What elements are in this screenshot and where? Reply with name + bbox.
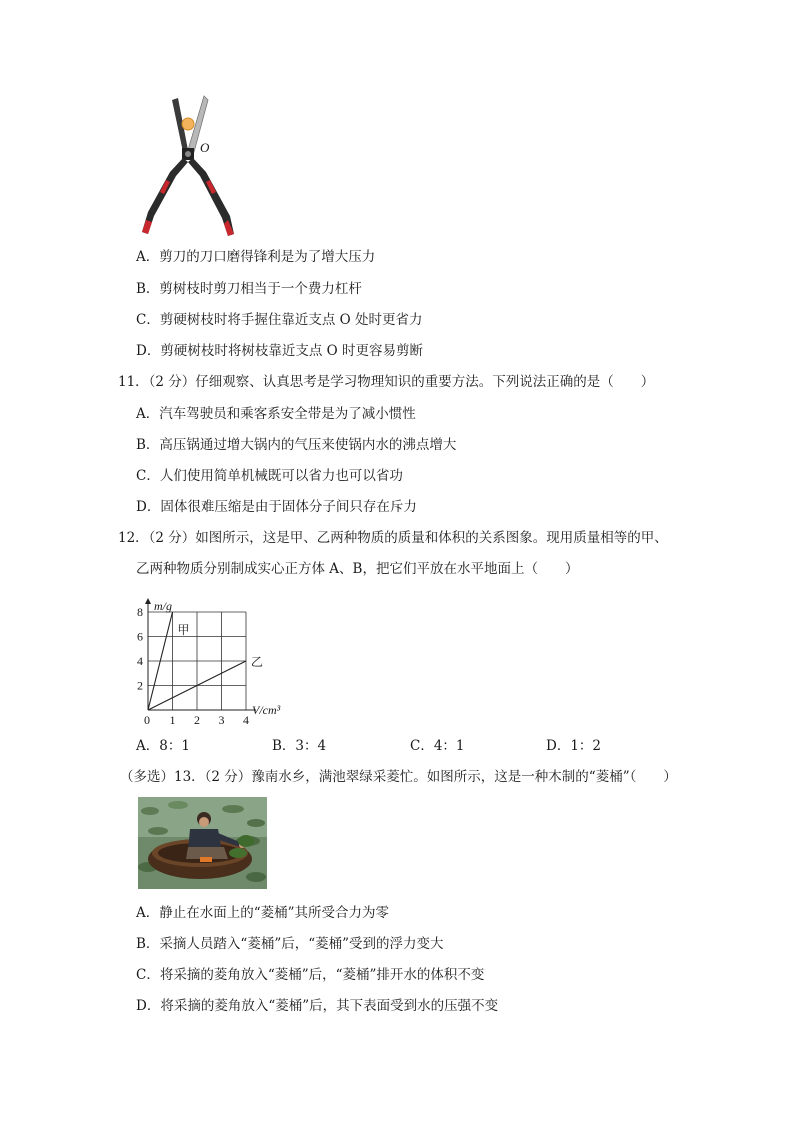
q13-option-a: A．静止在水面上的“菱桶”其所受合力为零 xyxy=(136,905,390,921)
chart-y-tick-label: 8 xyxy=(137,605,143,619)
water-chestnut-tub-photo xyxy=(138,797,267,889)
q13-option-c: C．将采摘的菱角放入“菱桶”后，“菱桶”排开水的体积不变 xyxy=(136,967,485,983)
q10-option-a: A．剪刀的刀口磨得锋利是为了增大压力 xyxy=(136,249,376,265)
pruning-shears-figure xyxy=(130,92,240,242)
q12-stem-line1: 12．（2 分）如图所示，这是甲、乙两种物质的质量和体积的关系图象。现用质量相等的甲、 xyxy=(118,530,668,546)
chart-x-tick-label: 2 xyxy=(194,713,200,727)
q12-option-b: B．3：4 xyxy=(272,738,327,754)
q12-stem-line2: 乙两种物质分别制成实心正方体 A、B，把它们平放在水平地面上（ ） xyxy=(136,561,579,577)
chart-x-tick-label: 3 xyxy=(218,713,225,727)
q13-option-d: D．将采摘的菱角放入“菱桶”后，其下表面受到水的压强不变 xyxy=(136,998,499,1014)
water-chestnut-tub-photo-icon xyxy=(138,797,267,889)
chart-series-label-jia: 甲 xyxy=(177,623,190,638)
pruning-shears-icon xyxy=(142,96,234,236)
mass-volume-chart xyxy=(130,588,305,730)
q11-option-b: B．高压锅通过增大锅内的气压来使锅内水的沸点增大 xyxy=(136,437,457,453)
chart-x-axis-title: V/cm³ xyxy=(252,703,281,717)
chart-y-tick-label: 2 xyxy=(137,678,143,693)
q13-stem: （多选）13．（2 分）豫南水乡，满池翠绿采菱忙。如图所示，这是一种木制的“菱桶”（ ） xyxy=(120,769,677,785)
q12-option-c: C．4：1 xyxy=(410,738,465,754)
chart-x-tick-label: 1 xyxy=(169,713,176,727)
chart-x-tick-label: 0 xyxy=(144,713,150,727)
chart-y-tick-label: 4 xyxy=(137,654,143,668)
q10-option-b: B．剪树枝时剪刀相当于一个费力杠杆 xyxy=(136,281,362,297)
chart-x-tick-label: 4 xyxy=(243,713,249,727)
q10-option-d: D．剪硬树枝时将树枝靠近支点 O 时更容易剪断 xyxy=(136,343,423,359)
chart-y-axis-title: m/g xyxy=(154,599,172,613)
q11-stem: 11．（2 分）仔细观察、认真思考是学习物理知识的重要方法。下列说法正确的是（ ） xyxy=(118,374,655,390)
pivot-label-o: O xyxy=(200,140,210,155)
chart-y-tick-label: 6 xyxy=(137,629,143,644)
chart-series-label-yi: 乙 xyxy=(250,654,263,669)
q12-option-d: D．1：2 xyxy=(546,738,602,754)
q11-option-c: C．人们使用简单机械既可以省力也可以省功 xyxy=(136,468,403,484)
q11-option-a: A．汽车驾驶员和乘客系安全带是为了减小惯性 xyxy=(136,406,416,422)
q13-option-b: B．采摘人员踏入“菱桶”后，“菱桶”受到的浮力变大 xyxy=(136,936,444,952)
chart-y-axis-arrow xyxy=(145,598,151,604)
q10-option-c: C．剪硬树枝时将手握住靠近支点 O 处时更省力 xyxy=(136,312,423,328)
q12-option-a: A．8：1 xyxy=(136,738,190,754)
q11-option-d: D．固体很难压缩是由于固体分子间只存在斥力 xyxy=(136,499,417,515)
